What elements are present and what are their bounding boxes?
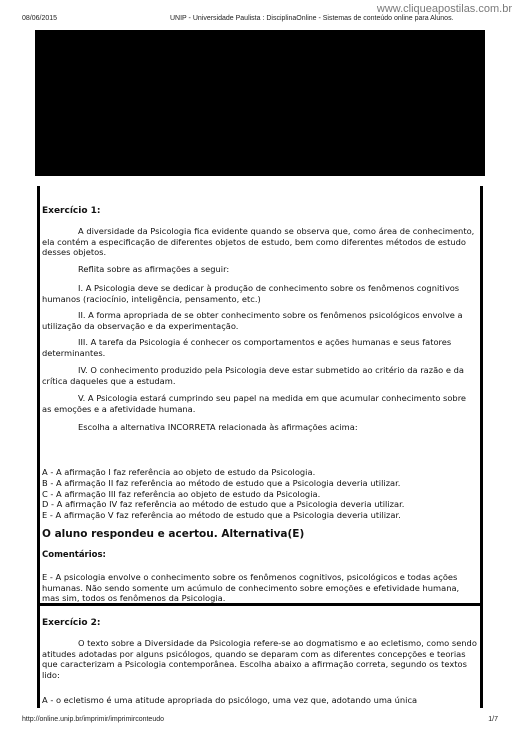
option-e: E - A afirmação V faz referência ao método de estudo que a Psicologia deveria utilizar. <box>42 510 401 520</box>
content-panel <box>37 186 483 708</box>
option-d: D - A afirmação IV faz referência ao método de estudo que a Psicologia deveria utilizar. <box>42 499 405 509</box>
exercise-2-option-a: A - o ecletismo é uma atitude apropriada do psicólogo, uma vez que, adotando uma única <box>42 695 418 705</box>
exercise-separator <box>39 603 481 606</box>
statement-2: II. A forma apropriada de se obter conhecimento sobre os fenômenos psicológicos envolve a utilização da observação e da experimentação. <box>42 310 463 331</box>
statement-1: I. A Psicologia deve se dedicar à produção de conhecimento sobre os fenômenos cognitivos humanos (raciocínio, inteligência, pensamento, etc.) <box>42 283 460 304</box>
option-b: B - A afirmação II faz referência ao método de estudo que a Psicologia deveria utilizar. <box>42 478 401 488</box>
watermark: www.cliqueapostilas.com.br <box>376 3 512 15</box>
statement-4: IV. O conhecimento produzido pela Psicologia deve estar submetido ao critério da razão e da crítica daqueles que a estudam. <box>42 365 464 386</box>
exercise-2-intro: O texto sobre a Diversidade da Psicologia refere-se ao dogmatismo e ao ecletismo, como sendo atitudes adotadas por alguns psicólogos, quando se deparam com as diferentes concepções e teorias que caracterizam a Psicologia contemporânea. Escolha abaixo a afirmação correta, segundo os textos lido: <box>42 638 477 680</box>
page-number: 1/7 <box>488 716 498 723</box>
header-banner <box>35 30 485 176</box>
statement-3: III. A tarefa da Psicologia é conhecer os comportamentos e ações humanas e seus fatores determinantes. <box>42 337 452 358</box>
print-url: http://online.unip.br/imprimir/imprimirconteudo <box>22 716 164 723</box>
header-banner-strip <box>42 176 478 186</box>
print-title: UNIP - Universidade Paulista : DisciplinaOnline - Sistemas de conteúdo online para Alunos. <box>170 15 454 22</box>
option-a: A - A afirmação I faz referência ao objeto de estudo da Psicologia. <box>42 467 316 477</box>
exercise-1-reflect: Reflita sobre as afirmações a seguir: <box>78 264 230 274</box>
option-c: C - A afirmação III faz referência ao objeto de estudo da Psicologia. <box>42 489 321 499</box>
print-date: 08/06/2015 <box>22 15 58 22</box>
exercise-1-title: Exercício 1: <box>42 206 101 216</box>
comments-text: E - A psicologia envolve o conhecimento sobre os fenômenos cognitivos, psicológicos e todas ações humanas. Não sendo somente um acúmulo de conhecimento sobre emoções e efetividade humana, mas sim, todos os fenômenos da Psicologia. <box>42 572 460 603</box>
statement-5: V. A Psicologia estará cumprindo seu papel na medida em que acumular conhecimento sobre as emoções e a afetividade humana. <box>42 393 467 414</box>
answer-result: O aluno respondeu e acertou. Alternativa(E) <box>42 528 305 540</box>
exercise-1-intro: A diversidade da Psicologia fica evidente quando se observa que, como área de conhecimento, ela contém a especificação de diferentes objetos de estudo, bem como diferentes métodos de estudo desses objetos. <box>42 226 475 257</box>
comments-title: Comentários: <box>42 550 106 560</box>
exercise-2-title: Exercício 2: <box>42 618 101 628</box>
exercise-1-question: Escolha a alternativa INCORRETA relacionada às afirmações acima: <box>78 422 358 432</box>
